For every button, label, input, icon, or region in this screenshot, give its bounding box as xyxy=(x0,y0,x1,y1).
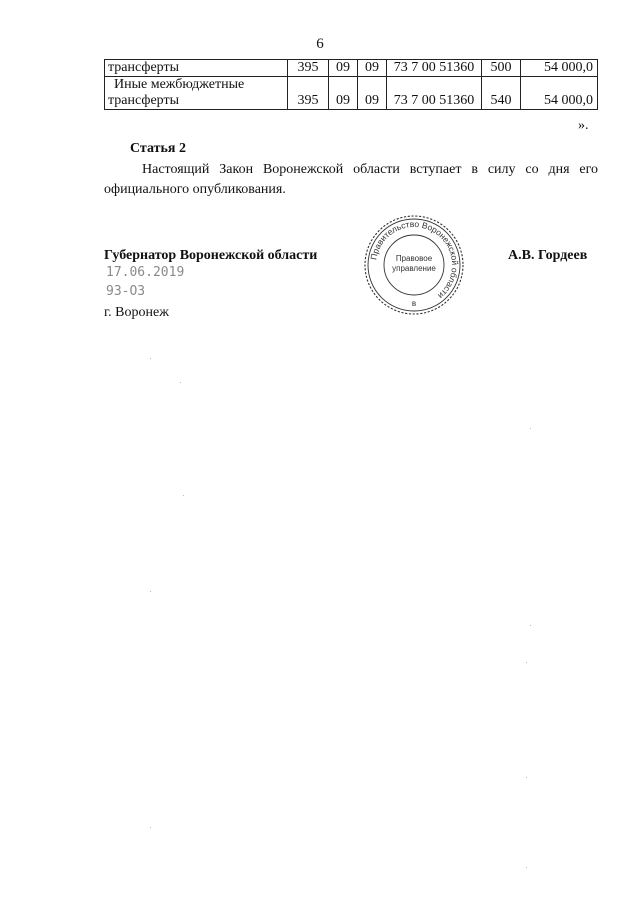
table-cell-grbs: 395 xyxy=(288,77,329,110)
table-cell-name: Иные межбюджетные трансферты xyxy=(105,77,288,110)
table-row xyxy=(105,60,598,77)
registration-number-stamp: 93-ОЗ xyxy=(106,284,146,299)
article-title: Статья 2 xyxy=(130,141,186,156)
signature-name: А.В. Гордеев xyxy=(508,248,588,263)
table-row xyxy=(105,77,598,110)
scan-speck xyxy=(526,867,527,868)
table-cell-amount: 54 000,0 xyxy=(521,77,598,110)
table-cell-amount: 54 000,0 xyxy=(521,60,598,77)
scan-speck xyxy=(150,591,151,592)
article-text: Настоящий Закон Воронежской области вступает в силу со дня его официального опубликования. xyxy=(104,162,598,197)
table-cell-grbs: 395 xyxy=(288,60,329,77)
table-cell-expense-type: 500 xyxy=(482,60,521,77)
legal-department-seal xyxy=(362,213,466,317)
table-cell-subsection: 09 xyxy=(358,77,387,110)
seal-ring-text: Правительство Воронежской области xyxy=(368,218,461,302)
seal-center-line2: управление xyxy=(392,264,436,273)
table-cell-subsection: 09 xyxy=(358,60,387,77)
table-cell-target-article: 73 7 00 51360 xyxy=(387,60,482,77)
closing-quote: ». xyxy=(578,118,589,133)
page-number: 6 xyxy=(316,36,324,52)
signature-position: Губернатор Воронежской области xyxy=(104,248,318,263)
scan-speck xyxy=(150,827,151,828)
scan-speck xyxy=(526,662,527,663)
scan-speck xyxy=(530,625,531,626)
scan-speck xyxy=(180,382,181,383)
scan-speck xyxy=(530,428,531,429)
table-cell-expense-type: 540 xyxy=(482,77,521,110)
budget-table xyxy=(104,59,598,110)
scan-speck xyxy=(183,495,184,496)
scan-speck xyxy=(150,358,151,359)
table-cell-name: трансферты xyxy=(105,60,288,77)
seal-mark: в xyxy=(411,299,417,308)
table-cell-section: 09 xyxy=(329,77,358,110)
scan-speck xyxy=(526,777,527,778)
seal-center-line1: Правовое xyxy=(395,254,433,263)
registration-date-stamp: 17.06.2019 xyxy=(106,265,185,280)
table-cell-target-article: 73 7 00 51360 xyxy=(387,77,482,110)
signature-city: г. Воронеж xyxy=(104,305,169,320)
table-cell-section: 09 xyxy=(329,60,358,77)
